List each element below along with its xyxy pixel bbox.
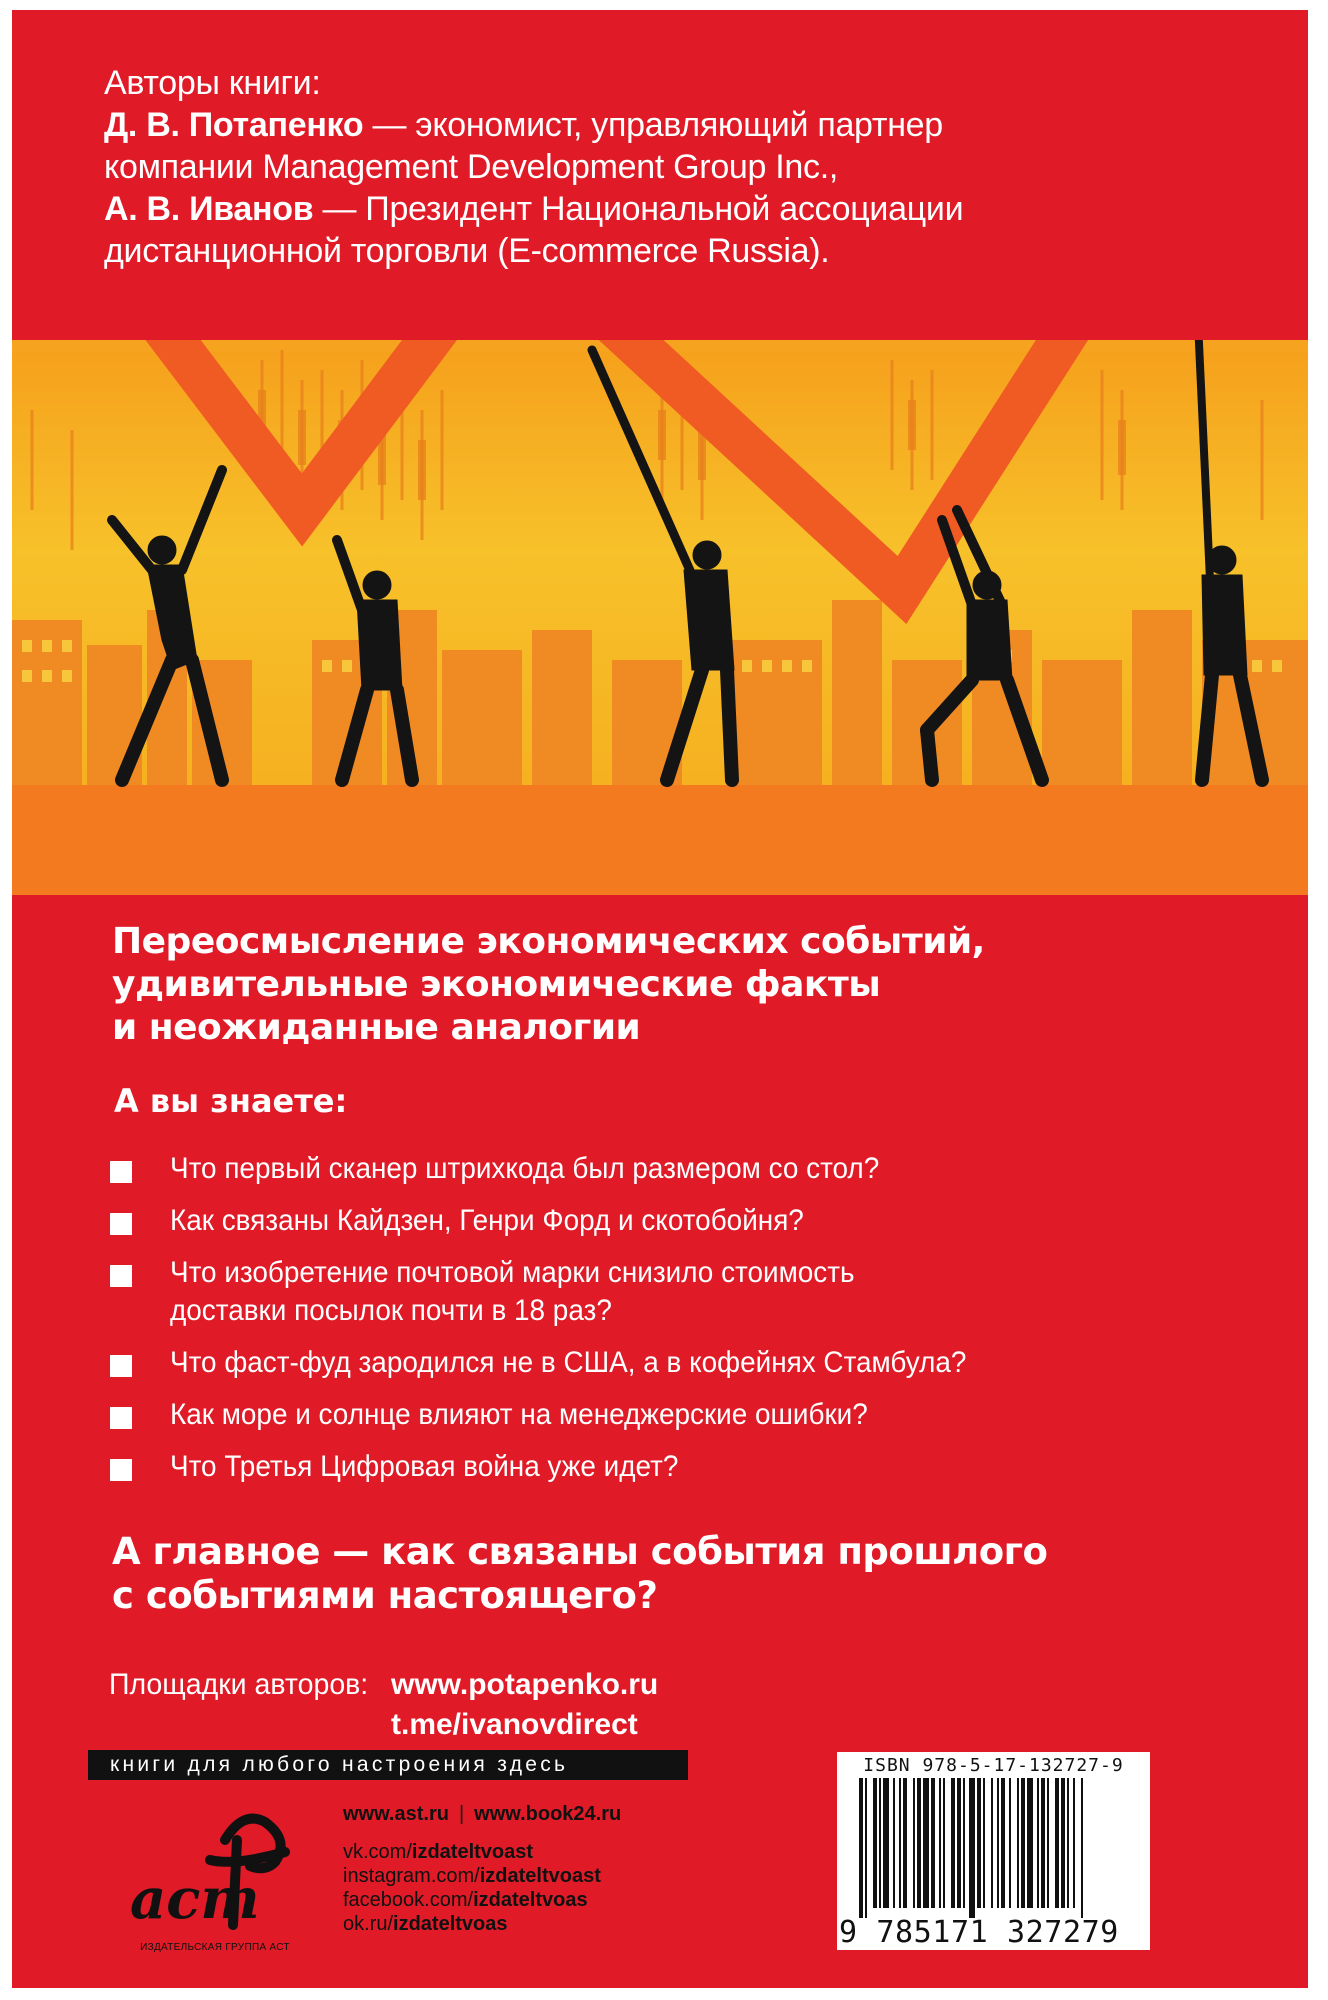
barcode-bar xyxy=(1041,1778,1045,1908)
barcode-bar xyxy=(969,1778,975,1918)
author-1-name: Д. В. Потапенко xyxy=(104,106,364,144)
social-link-vk[interactable]: vk.com/izdateltvoast xyxy=(343,1841,534,1863)
fact-text: Что фаст-фуд зародился не в США, а в кофейнях Стамбула? xyxy=(170,1346,967,1379)
list-item xyxy=(110,1254,1210,1330)
author-2-line-1 xyxy=(104,188,963,230)
barcode-bar xyxy=(923,1778,929,1908)
publisher-logo xyxy=(125,1800,305,1965)
barcode-bar xyxy=(977,1778,981,1908)
site-link-ast[interactable]: www.ast.ru xyxy=(343,1803,449,1825)
fact-text: Что изобретение почтовой марки снизило стоимость xyxy=(170,1256,855,1289)
author-sites xyxy=(109,1665,659,1741)
authors-block xyxy=(104,62,963,272)
barcode-bar xyxy=(1021,1778,1025,1908)
barcode-bar xyxy=(943,1778,945,1908)
author-2-name: А. В. Иванов xyxy=(104,190,314,228)
barcode-bar xyxy=(1009,1778,1011,1908)
site-link-potapenko[interactable]: www.potapenko.ru xyxy=(391,1668,659,1701)
barcode-bar xyxy=(939,1778,941,1908)
fact-text: Что первый сканер штрихкода был размером со стол? xyxy=(170,1152,880,1185)
author-2-line-2: дистанционной торговли (E-commerce Russia). xyxy=(104,232,830,270)
barcode-bar xyxy=(903,1778,907,1908)
barcode-bar xyxy=(1047,1778,1049,1908)
barcode-bar xyxy=(1027,1778,1033,1908)
barcode-bar xyxy=(883,1778,889,1908)
barcode-bar xyxy=(1017,1778,1019,1908)
barcode-bar xyxy=(931,1778,935,1908)
barcode-bar xyxy=(957,1778,961,1908)
barcode-bar xyxy=(1073,1778,1075,1908)
list-item xyxy=(110,1150,1210,1188)
facts-list xyxy=(110,1150,1210,1500)
barcode-digits: 9 785171 327279 xyxy=(839,1915,1119,1950)
publisher-caption: ИЗДАТЕЛЬСКАЯ ГРУППА АСТ xyxy=(140,1942,290,1953)
logo-text: аст xyxy=(130,1866,260,1932)
fact-text: Как море и солнце влияют на менеджерские ошибки? xyxy=(170,1398,868,1431)
list-item xyxy=(110,1448,1210,1486)
headline-line-1: Переосмысление экономических событий, xyxy=(112,921,985,962)
bullet-square-icon xyxy=(110,1265,132,1287)
separator: | xyxy=(458,1803,465,1825)
author-2-role: — Президент Национальной ассоциации xyxy=(313,190,964,228)
barcode-bar xyxy=(991,1778,993,1908)
author-1-line-2: компании Management Development Group Inc., xyxy=(104,148,839,186)
list-item xyxy=(110,1344,1210,1382)
barcode-bar xyxy=(865,1778,867,1918)
barcode-bar xyxy=(983,1778,985,1908)
isbn-text: ISBN 978-5-17-132727-9 xyxy=(863,1755,1124,1776)
headline-line-2: удивительные экономические факты xyxy=(112,964,881,1005)
bullet-square-icon xyxy=(110,1161,132,1183)
barcode-bar xyxy=(1037,1778,1039,1908)
bullet-square-icon xyxy=(110,1459,132,1481)
barcode-bar xyxy=(1067,1778,1069,1908)
ast-logo-icon xyxy=(125,1800,305,1940)
fact-text-continued: доставки посылок почти в 18 раз? xyxy=(170,1294,612,1327)
main-headline xyxy=(112,920,985,1049)
author-1-role: — экономист, управляющий партнер xyxy=(363,106,943,144)
publisher-links xyxy=(343,1802,621,1936)
site-link-telegram[interactable]: t.me/ivanovdirect xyxy=(391,1708,638,1741)
barcode-bar xyxy=(1081,1778,1083,1918)
barcode-bar xyxy=(997,1778,999,1908)
fact-text: Как связаны Кайдзен, Генри Форд и скотобойня? xyxy=(170,1204,804,1237)
did-you-know-title: А вы знаете: xyxy=(114,1082,348,1120)
barcode-bar xyxy=(1001,1778,1005,1908)
barcode-bar xyxy=(1055,1778,1059,1908)
barcode-bar xyxy=(879,1778,881,1908)
bullet-square-icon xyxy=(110,1407,132,1429)
key-question xyxy=(112,1530,1047,1618)
list-item xyxy=(110,1396,1210,1434)
barcode-bar xyxy=(873,1778,877,1908)
bullet-square-icon xyxy=(110,1355,132,1377)
cover-illustration xyxy=(12,340,1308,895)
list-item xyxy=(110,1202,1210,1240)
author-1-line-1 xyxy=(104,104,963,146)
barcode-bar xyxy=(913,1778,915,1908)
authors-intro: Авторы книги: xyxy=(104,64,321,102)
bullet-square-icon xyxy=(110,1213,132,1235)
barcode-bar xyxy=(859,1778,863,1918)
sites-label: Площадки авторов: xyxy=(109,1668,369,1701)
social-link-instagram[interactable]: instagram.com/izdateltvoast xyxy=(343,1865,601,1887)
ground-band xyxy=(12,785,1308,895)
barcode-icon xyxy=(859,1778,1139,1918)
book-back-cover xyxy=(12,10,1308,1988)
social-link-ok[interactable]: ok.ru/izdateltvoas xyxy=(343,1913,508,1935)
headline-line-3: и неожиданные аналогии xyxy=(112,1007,641,1048)
barcode-bar xyxy=(951,1778,955,1908)
site-link-book24[interactable]: www.book24.ru xyxy=(474,1803,622,1825)
fact-text: Что Третья Цифровая война уже идет? xyxy=(170,1450,679,1483)
barcode-bar xyxy=(899,1778,901,1908)
social-link-facebook[interactable]: facebook.com/izdateltvoas xyxy=(343,1889,588,1911)
barcode-bar xyxy=(963,1778,965,1908)
question-line-2: с событиями настоящего? xyxy=(112,1574,658,1617)
barcode-bar xyxy=(893,1778,895,1908)
publisher-sites xyxy=(343,1802,621,1826)
question-line-1: А главное — как связаны события прошлого xyxy=(112,1530,1048,1573)
slogan-bar: книги для любого настроения здесь xyxy=(88,1750,688,1780)
barcode-bar xyxy=(917,1778,921,1908)
isbn-barcode xyxy=(837,1752,1150,1950)
barcode-bar xyxy=(1061,1778,1065,1908)
